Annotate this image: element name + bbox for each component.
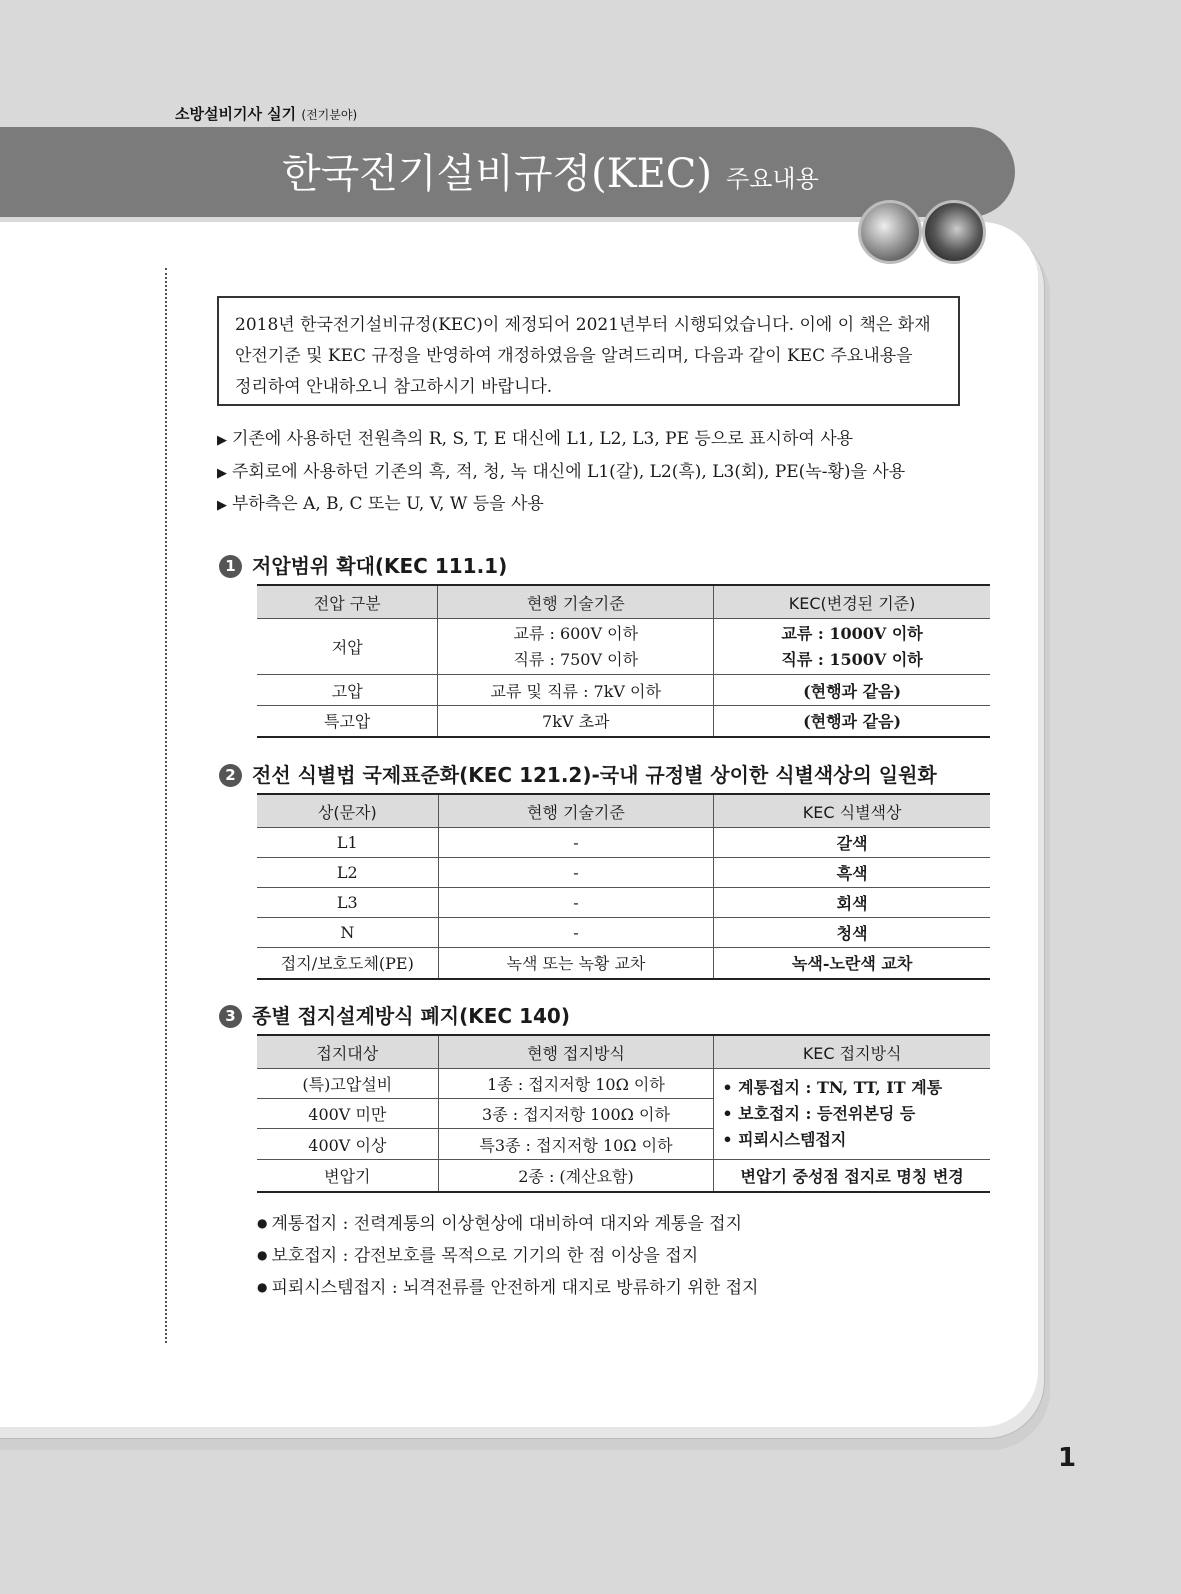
section-title-text: 전선 식별법 국제표준화(KEC 121.2)-국내 규정별 상이한 식별색상의 일원화 bbox=[252, 763, 937, 787]
intro-line: 안전기준 및 KEC 규정을 반영하여 개정하였음을 알려드리며, 다음과 같이 KEC 주요내용을 bbox=[235, 346, 913, 366]
cell-line: 교류 : 600V 이하 bbox=[513, 623, 639, 643]
table-cell: L3 bbox=[257, 888, 438, 918]
table-cell: 400V 이상 bbox=[257, 1129, 438, 1160]
section-2-title bbox=[219, 759, 937, 788]
table-cell: 저압 bbox=[257, 619, 438, 675]
notes-list bbox=[257, 1208, 758, 1304]
cell-line: • 계통접지 : TN, TT, IT 계통 bbox=[722, 1078, 943, 1097]
note-item bbox=[257, 1240, 758, 1272]
table-header-cell: KEC(변경된 기준) bbox=[714, 585, 990, 619]
table-row bbox=[257, 858, 990, 888]
page-title-main: 한국전기설비규정(KEC) bbox=[282, 151, 713, 197]
table-cell: - bbox=[438, 918, 714, 948]
table-cell: 400V 미만 bbox=[257, 1099, 438, 1129]
table-cell: 변압기 bbox=[257, 1160, 438, 1192]
table-row bbox=[257, 1160, 990, 1192]
table-row bbox=[257, 918, 990, 948]
margin-dotted-line bbox=[165, 268, 167, 1343]
table-cell: 7kV 초과 bbox=[438, 706, 714, 737]
table-cell: 녹색 또는 녹황 교차 bbox=[438, 948, 714, 979]
triangle-bullet-icon: ▶ bbox=[217, 433, 227, 448]
table-cell: 특3종 : 접지저항 10Ω 이하 bbox=[438, 1129, 714, 1160]
note-text: 피뢰시스템접지 : 뇌격전류를 안전하게 대지로 방류하기 위한 접지 bbox=[271, 1278, 759, 1298]
table-cell bbox=[438, 619, 714, 675]
table-cell: (현행과 같음) bbox=[714, 675, 990, 706]
page-title bbox=[282, 142, 819, 199]
section-number-badge: 3 bbox=[219, 1005, 242, 1028]
table-cell: - bbox=[438, 828, 714, 858]
bullet-list bbox=[217, 424, 905, 522]
table-cell: L2 bbox=[257, 858, 438, 888]
table-header-cell: 접지대상 bbox=[257, 1035, 438, 1069]
table-cell: 고압 bbox=[257, 675, 438, 706]
table-cell: - bbox=[438, 858, 714, 888]
bullet-dot-icon: ● bbox=[257, 1248, 268, 1262]
bullet-text: 주회로에 사용하던 기존의 흑, 적, 청, 녹 대신에 L1(갈), L2(흑), L3(회), PE(녹-황)을 사용 bbox=[232, 461, 906, 482]
table-cell: 교류 및 직류 : 7kV 이하 bbox=[438, 675, 714, 706]
intro-line: 정리하여 안내하오니 참고하시기 바랍니다. bbox=[235, 377, 553, 397]
table-cell: 흑색 bbox=[714, 858, 990, 888]
cell-line: 교류 : 1000V 이하 bbox=[781, 623, 923, 643]
table-cell: 1종 : 접지저항 10Ω 이하 bbox=[438, 1069, 714, 1099]
table-cell: 녹색-노란색 교차 bbox=[714, 948, 990, 979]
book-title: 소방설비기사 실기 bbox=[175, 105, 297, 123]
table-cell: L1 bbox=[257, 828, 438, 858]
table-header-cell: 전압 구분 bbox=[257, 585, 438, 619]
section-number-badge: 1 bbox=[219, 555, 242, 578]
table-cell: 회색 bbox=[714, 888, 990, 918]
bullet-item bbox=[217, 424, 905, 457]
book-header bbox=[175, 103, 357, 124]
bullet-item bbox=[217, 457, 905, 490]
table-cell-merged bbox=[714, 1069, 990, 1160]
cell-line: 직류 : 1500V 이하 bbox=[781, 649, 923, 669]
bullet-text: 부하측은 A, B, C 또는 U, V, W 등을 사용 bbox=[232, 494, 544, 514]
table-grounding bbox=[257, 1034, 990, 1193]
section-1-title bbox=[219, 550, 507, 579]
table-cell: 3종 : 접지저항 100Ω 이하 bbox=[438, 1099, 714, 1129]
section-title-text: 저압범위 확대(KEC 111.1) bbox=[252, 554, 508, 578]
page-number: 1 bbox=[1058, 1443, 1077, 1473]
table-cell: (현행과 같음) bbox=[714, 706, 990, 737]
triangle-bullet-icon: ▶ bbox=[217, 465, 227, 481]
table-cell: (특)고압설비 bbox=[257, 1069, 438, 1099]
table-cell: 청색 bbox=[714, 918, 990, 948]
bullet-item bbox=[217, 489, 905, 522]
cell-line: • 보호접지 : 등전위본딩 등 bbox=[722, 1104, 916, 1123]
table-cell bbox=[714, 619, 990, 675]
table-header-cell: KEC 식별색상 bbox=[714, 794, 990, 828]
table-header-cell: 현행 기술기준 bbox=[438, 794, 714, 828]
intro-box bbox=[217, 296, 960, 406]
table-row bbox=[257, 828, 990, 858]
table-row bbox=[257, 619, 990, 675]
table-header-cell: KEC 접지방식 bbox=[714, 1035, 990, 1069]
table-header-cell: 현행 기술기준 bbox=[438, 585, 714, 619]
note-text: 보호접지 : 감전보호를 목적으로 기기의 한 점 이상을 접지 bbox=[271, 1246, 699, 1266]
section-title-text: 종별 접지설계방식 폐지(KEC 140) bbox=[252, 1004, 570, 1028]
table-header-row bbox=[257, 585, 990, 619]
table-cell: 접지/보호도체(PE) bbox=[257, 948, 438, 979]
note-text: 계통접지 : 전력계통의 이상현상에 대비하여 대지와 계통을 접지 bbox=[271, 1214, 743, 1234]
table-header-row bbox=[257, 794, 990, 828]
table-row bbox=[257, 888, 990, 918]
bullet-text: 기존에 사용하던 전원측의 R, S, T, E 대신에 L1, L2, L3, PE 등으로 표시하여 사용 bbox=[232, 429, 854, 449]
table-cell: - bbox=[438, 888, 714, 918]
table-header-row bbox=[257, 1035, 990, 1069]
intro-line: 2018년 한국전기설비규정(KEC)이 제정되어 2021년부터 시행되었습니다. 이에 이 책은 화재 bbox=[235, 315, 931, 335]
table-row bbox=[257, 675, 990, 706]
bullet-dot-icon: ● bbox=[257, 1216, 268, 1230]
cell-line: • 피뢰시스템접지 bbox=[722, 1130, 847, 1149]
triangle-bullet-icon: ▶ bbox=[217, 498, 227, 513]
table-header-cell: 현행 접지방식 bbox=[438, 1035, 714, 1069]
table-cell: 변압기 중성점 접지로 명칭 변경 bbox=[714, 1160, 990, 1192]
page-title-sub: 주요내용 bbox=[726, 165, 819, 193]
table-row bbox=[257, 1069, 990, 1099]
table-cell: N bbox=[257, 918, 438, 948]
table-cell: 갈색 bbox=[714, 828, 990, 858]
note-item bbox=[257, 1208, 758, 1240]
table-header-cell: 상(문자) bbox=[257, 794, 438, 828]
table-voltage-range bbox=[257, 584, 990, 738]
section-3-title bbox=[219, 1000, 570, 1029]
book-subtitle: (전기분야) bbox=[301, 108, 358, 122]
table-row bbox=[257, 706, 990, 737]
firefighter-silhouette-icon bbox=[922, 200, 986, 264]
table-wire-colors bbox=[257, 793, 990, 980]
table-row bbox=[257, 948, 990, 979]
cell-line: 직류 : 750V 이하 bbox=[513, 649, 639, 669]
firefighter-photo-icon bbox=[858, 200, 922, 264]
table-cell: 2종 : (계산요함) bbox=[438, 1160, 714, 1192]
bullet-dot-icon: ● bbox=[257, 1280, 268, 1294]
section-number-badge: 2 bbox=[219, 764, 242, 787]
table-cell: 특고압 bbox=[257, 706, 438, 737]
note-item bbox=[257, 1272, 758, 1304]
